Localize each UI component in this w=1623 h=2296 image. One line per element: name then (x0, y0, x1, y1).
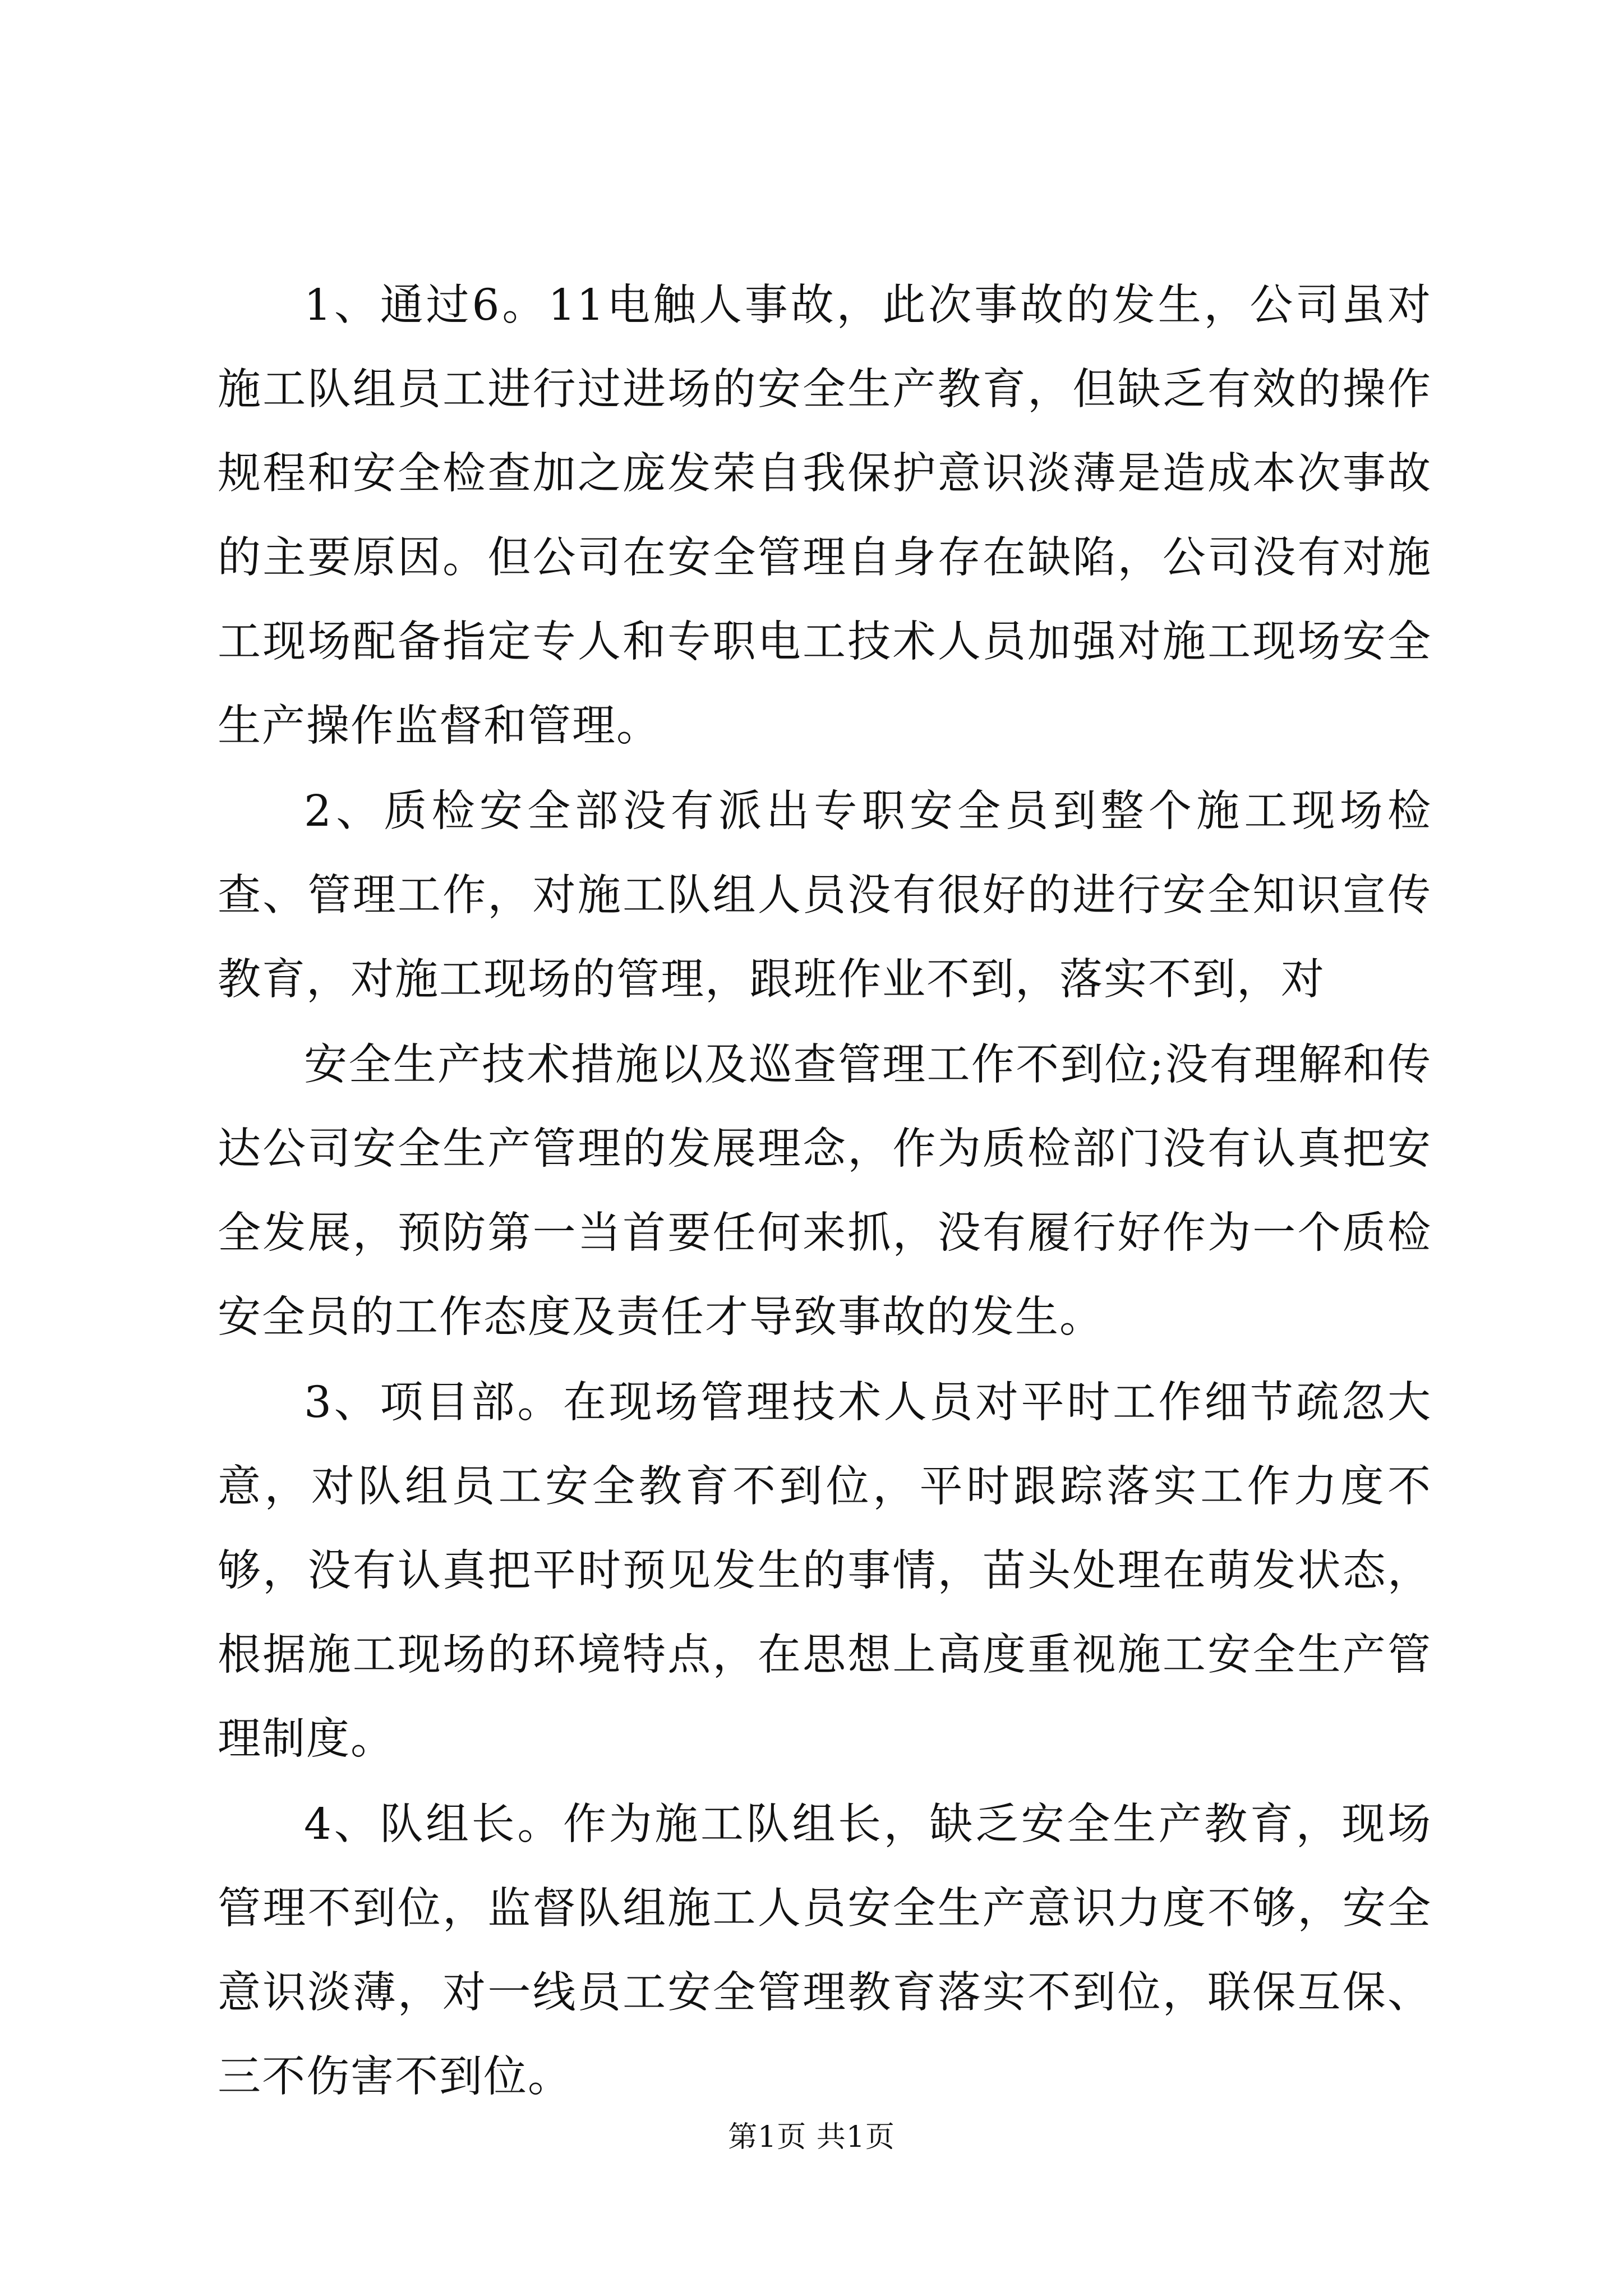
page-footer: 第1页 共1页 (728, 2120, 895, 2154)
paragraph-4: 4、队组长。作为施工队组长，缺乏安全生产教育，现场管理不到位，监督队组施工人员安全生产意识力度不够，安全意识淡薄，对一线员工安全管理教育落实不到位，联保互保、三不伤害不到位。 (218, 1800, 1432, 2102)
paragraph-2-continued: 安全生产技术措施以及巡查管理工作不到位;没有理解和传达公司安全生产管理的发展理念，作为质检部门没有认真把安全发展，预防第一当首要任何来抓，没有履行好作为一个质检安全员的工作态度及责任才导致事故的发生。 (218, 1040, 1432, 1342)
document-body (218, 264, 1432, 2120)
paragraph-1: 1、通过6。11电触人事故，此次事故的发生，公司虽对施工队组员工进行过进场的安全生产教育，但缺乏有效的操作规程和安全检查加之庞发荣自我保护意识淡薄是造成本次事故的主要原因。但公司在安全管理自身存在缺陷，公司没有对施工现场配备指定专人和专职电工技术人员加强对施工现场安全生产操作监督和管理。 (218, 280, 1432, 751)
paragraph-3: 3、项目部。在现场管理技术人员对平时工作细节疏忽大意，对队组员工安全教育不到位，平时跟踪落实工作力度不够，没有认真把平时预见发生的事情，苗头处理在萌发状态，根据施工现场的环境特点，在思想上高度重视施工安全生产管理制度。 (218, 1378, 1432, 1764)
paragraph-2: 2、质检安全部没有派出专职安全员到整个施工现场检查、管理工作，对施工队组人员没有很好的进行安全知识宣传教育，对施工现场的管理，跟班作业不到，落实不到，对 (218, 786, 1432, 1005)
